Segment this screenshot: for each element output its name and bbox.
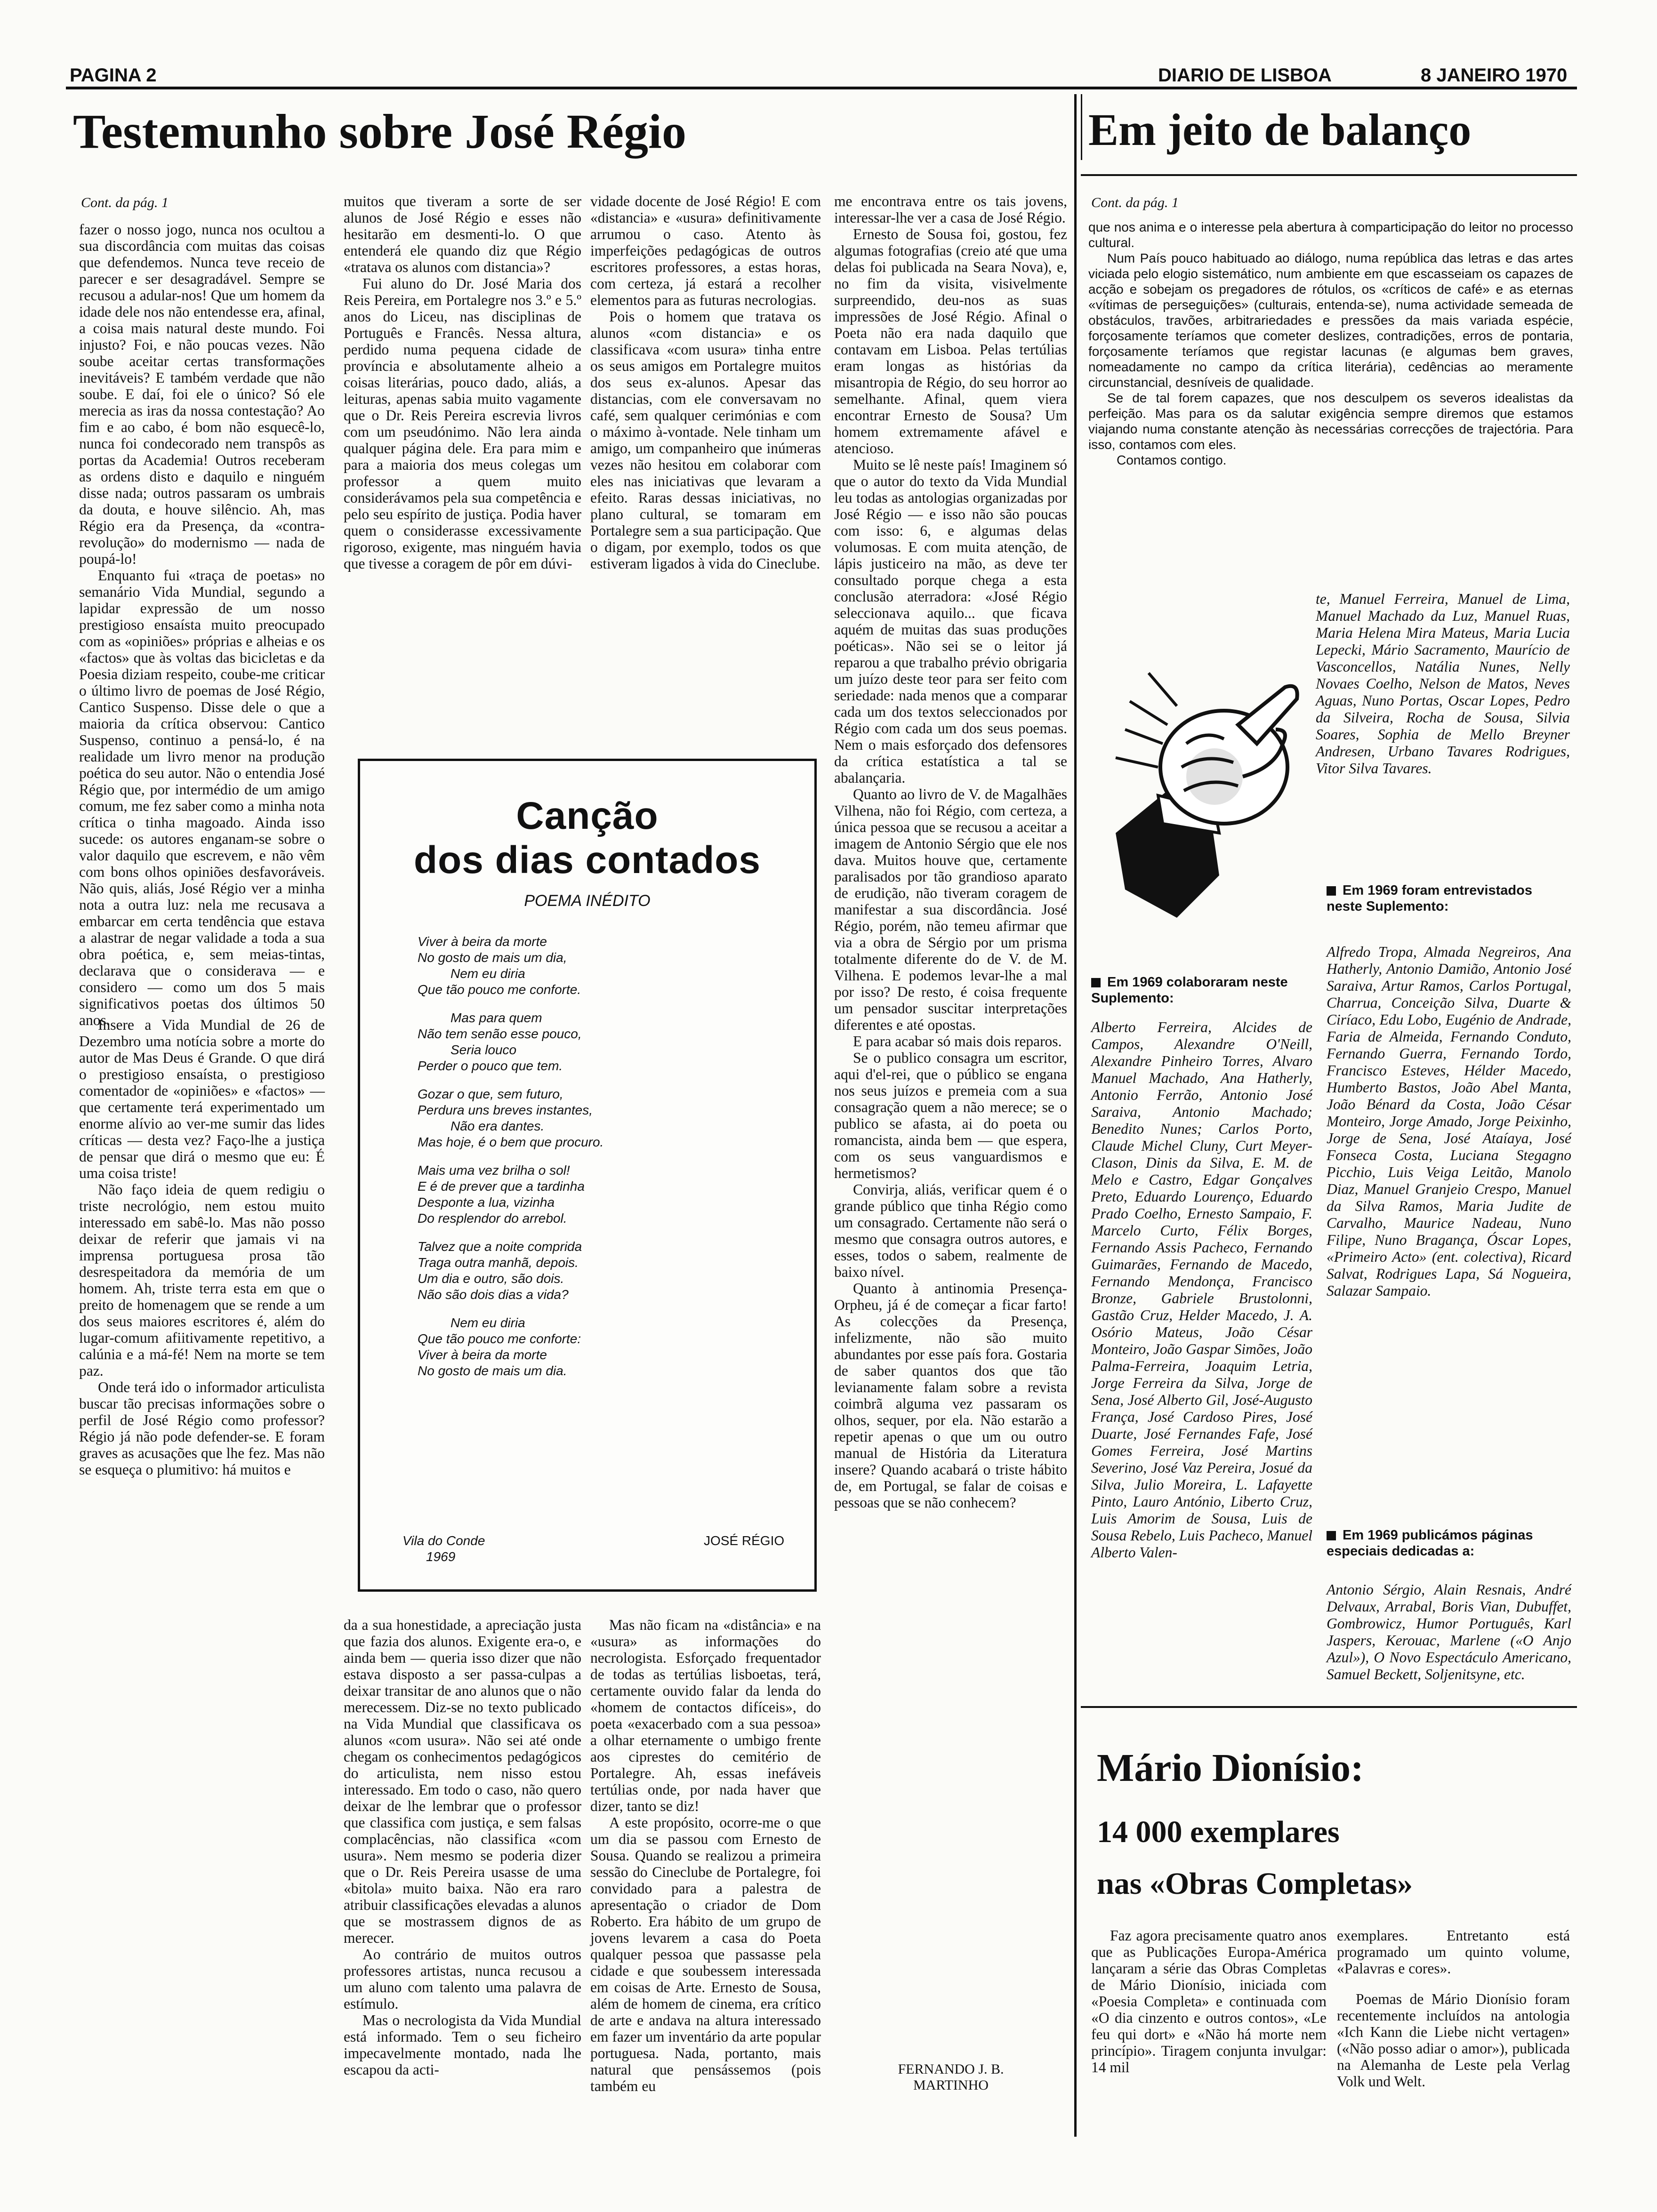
paragraph: Fui aluno do Dr. José Maria dos Reis Pereira, em Portalegre nos 3.º e 5.º anos do Liceu, nas disciplinas de Português e Francês. Nessa altura, perdido numa pequena cidade de província e absolutamente alheio a coisas literárias, pouco dado, aliás, a leituras, apenas sabia muito vagamente que o Dr. Reis Pereira escrevia livros com um pseudónimo. Não lera ainda qualquer página dele. Era para mim e para a maioria dos meus colegas um professor a quem muito considerávamos pela sua competência e pelo seu espírito de justiça. Podia haver quem o considerasse excessivamente rigoroso, exigente, mas ninguém havia que tivesse a coragem de pôr em dúvi- xyxy=(344,275,581,572)
interviewed-heading xyxy=(1327,882,1567,914)
main-article-title: Testemunho sobre José Régio xyxy=(73,104,686,159)
dionisio-subtitle: nas «Obras Completas» xyxy=(1097,1867,1413,1901)
signature-line: FERNANDO J. B. xyxy=(898,2061,1004,2077)
main-col2-top xyxy=(344,193,581,753)
poem-stanza xyxy=(418,1010,814,1074)
paragraph: Ao contrário de muitos outros professores artistas, nunca recusou a um aluno com talento uma palavra de estímulo. xyxy=(344,1946,581,2012)
paragraph: Quanto à antinomia Presença-Orpheu, já é de começar a ficar farto! As colecções da Presença, infelizmente, não são muito abundantes por esse país fora. Gostaria de saber quantos dos que tão levianamente falam sobre a revista coimbrã alguma vez passaram os olhos, sequer, por ela. Não estarão a repetir apenas o que um ou outro manual de História da Literatura insere? Quando acabará o triste hábito de, em Portugal, se falar de coisas e pessoas que se não conhecem? xyxy=(834,1280,1067,1511)
poem-line: Nem eu diria xyxy=(450,1315,525,1330)
dionisio-rule xyxy=(1081,1706,1577,1708)
paragraph: Num País pouco habituado ao diálogo, numa república das letras e das artes viciada pelo elogio sistemático, num ambiente em que escasseiam os capazes de acção e sobejam os pregadores de rótulos, os «críticos de café» e as eternas «vítimas de perseguições» (culturais, entenda-se), numa actividade semeada de obstáculos, travões, arbitrariedades e pressões da mais variada espécie, forçosamente teríamos que cometer deslizes, contradições, erros de pontaria, forçosamente teríamos que registar lacunas (e algumas bem graves, nomeadamente no campo da crítica literária), cedências ao meramente circunstancial, desníveis de qualidade. xyxy=(1088,251,1573,390)
paragraph: Convirja, aliás, verificar quem é o grande público que tinha Régio como um consagrado. Certamente não será o mesmo que consagra outros autores, e esses, todos o sabem, realmente de baixo nível. xyxy=(834,1181,1067,1280)
paragraph: Muito se lê neste país! Imaginem só que o autor do texto da Vida Mundial leu todas as antologias organizadas por José Régio — e isso não são poucas com isso: 6, e algumas delas volumosas. E com muita atenção, de lápis justiceiro na mão, as deve ter consultado porque chega a esta conclusão aterradora: «José Régio seleccionava aquilo... que ficava aquém de muitas das suas produções poéticas». Não sei se o leitor já reparou a que trabalho prévio obrigaria um juízo deste teor para ser feito com seriedade: nada menos que a comparar cada um dos textos seleccionados por Régio com cada um dos seus poemas. Nem o mais esforçado dos defensores da crítica estatística a tal se abalançaria. xyxy=(834,457,1067,786)
paragraph: Insere a Vida Mundial de 26 de Dezembro uma notícia sobre a morte do autor de Mas Deus é Grande. O que dirá o prestigioso ensaísta, o prestigioso comentador de «opiniões» e «factos» — que certamente terá experimentado um enorme alívio ao ver-me sumir das lides críticas — desta vez? Faço-lhe a justiça de pensar que dirá o mesmo que eu: É uma coisa triste! xyxy=(79,1017,325,1181)
bullet-square-icon xyxy=(1091,978,1101,987)
poem-line: No gosto de mais um dia. xyxy=(418,1363,567,1378)
poem-line: Traga outra manhã, depois. xyxy=(418,1255,579,1270)
paragraph: me encontrava entre os tais jovens, interessar-lhe ver a casa de José Régio. xyxy=(834,193,1067,226)
poem-line: Não são dois dias a vida? xyxy=(418,1287,569,1302)
poem-line: Viver à beira da morte xyxy=(418,1347,547,1362)
poem-line: Gozar o que, sem futuro, xyxy=(418,1087,563,1101)
paragraph: Contamos contigo. xyxy=(1117,453,1227,467)
dionisio-subtitle: 14 000 exemplares xyxy=(1097,1815,1340,1849)
paragraph: Se o publico consagra um escritor, aqui d'el-rei, que o público se engana nos seus juízos e premeia com a sua consagração quem a não merece; se o publico se afasta, ai do poeta ou romancista, ainda bem — que espera, com os seus vanguardismos e hermetismos? xyxy=(834,1050,1067,1181)
paragraph: Mas o necrologista da Vida Mundial está informado. Tem o seu ficheiro impecavelmente montado, nada lhe escapou da acti- xyxy=(344,2012,581,2078)
poem-author: JOSÉ RÉGIO xyxy=(704,1533,785,1548)
paragraph: Ernesto de Sousa foi, gostou, fez algumas fotografias (creio até que uma delas foi publicada na Seara Nova), e, no fim da visita, visivelmente surpreendido, deu-nos as suas impressões de José Régio. Afinal o Poeta não era nada daquilo que contavam em Lisboa. Pelas tertúlias eram longas as histórias da misantropia de Régio, do seu horror ao semelhante. Afinal, quem viera encontrar Ernesto de Sousa? Um homem extremamente afável e atencioso. xyxy=(834,226,1067,457)
poem-line: Desponte a lua, vizinha xyxy=(418,1195,555,1210)
collab-names: Alberto Ferreira, Alcides de Campos, Alexandre O'Neill, Alexandre Pinheiro Torres, Alvaro Manuel Machado, Ana Hatherly, Antonio Ferrão, Antonio José Saraiva, Antonio Machado; Benedito Nunes; Carlos Porto, Claude Michel Cluny, Curt Meyer-Clason, Dinis da Silva, E. M. de Melo e Castro, Edgar Gonçalves Preto, Eduardo Lourenço, Eduardo Prado Coelho, Ernesto Sampaio, F. Marcelo Curto, Félix Borges, Fernando Assis Pacheco, Fernando Guimarães, Fernando de Macedo, Fernando Mendonça, Francisco Bronze, Gabriele Brustolonni, Gastão Cruz, Helder Macedo, J. A. Osório Mateus, João César Monteiro, João Gaspar Simões, João Palma-Ferreira, Joaquim Letria, Jorge Ferreira da Silva, Jorge de Sena, José Alberto Gil, José-Augusto França, José Cardoso Pires, José Duarte, José Fernandes Fafe, José Gomes Ferreira, José Martins Severino, José Vaz Pereira, Josué da Silva, Julio Moreira, L. Lafayette Pinto, Lauro António, Liberto Cruz, Luis Amorim de Sousa, Luis de Sousa Rebelo, Luis Pacheco, Manuel Alberto Valen- xyxy=(1091,1019,1312,1561)
paper-name: DIARIO DE LISBOA xyxy=(1158,65,1332,86)
poem-title-line: Canção xyxy=(516,794,659,837)
poem-subtitle: POEMA INÉDITO xyxy=(524,892,651,910)
paragraph: da a sua honestidade, a apreciação justa que fazia dos alunos. Exigente era-o, e ainda bem — queria isso dizer que não estava disposto a ser passa-culpas a deixar transitar de ano alunos que o não merecessem. Diz-se no texto publicado na Vida Mundial que classificava os alunos «com usura». Não sei até onde chegam os conhecimentos pedagógicos do articulista, nem nisso estou interessado. Em todo o caso, não quero deixar de lhe lembrar que o professor que classifica com justiça, e sem falsas complacências, não classifica «com usura». Nem mesmo se poderia dizer que o Dr. Reis Pereira usasse de uma «bitola» muito baixa. Não era raro atribuir classificações elevadas a alunos que se mostrassem dignos de as merecer. xyxy=(344,1617,581,1946)
interviewed-names: Alfredo Tropa, Almada Negreiros, Ana Hatherly, Antonio Damião, Antonio José Saraiva, Artur Ramos, Carlos Portugal, Charrua, Conceição Silva, Duarte & Ciríaco, Edu Lobo, Eugénio de Andrade, Faria de Almeida, Fernando Conduto, Fernando Guerra, Fernando Tordo, Francisco Esteves, Hélder Macedo, Humberto Bastos, João Abel Manta, João Bénard da Costa, João César Monteiro, Jorge Amado, Jorge Peixinho, Jorge de Sena, José Ataíaya, José Fonseca Costa, Luciana Stegagno Picchio, Luis Veiga Leitão, Manolo Diaz, Manuel Granjeio Crespo, Manuel da Silva Ramos, Maria Judite de Carvalho, Maurice Nadeau, Nuno Filipe, Nuno Bragança, Óscar Lopes, «Primeiro Acto» (ent. colectiva), Ricard Salvat, Rodrigues Lapa, Sá Nogueira, Salazar Sampaio. xyxy=(1327,944,1571,1299)
paragraph: Não faço ideia de quem redigiu o triste necrológio, nem estou muito interessado em sabê-lo. Mas não posso deixar de referir que jamais vi na imprensa portuguesa prosa tão desrespeitadora da memória de um homem. Ah, triste terra esta em que o preito de homenagem que se rende a um dos seus maiores escritores é, além do lugar-comum afiitivamente repetitivo, a calúnia e a má-fé! Nem na morte se tem paz. xyxy=(79,1181,325,1379)
paragraph: Pois o homem que tratava os alunos «com distancia» e os classificava «com usura» tinha entre os seus amigos em Portalegre muitos dos seus ex-alunos. Apesar das distancias, com ele conversavam no café, sem qualquer cerimónias e com o máximo à-vontade. Nele tinham um amigo, um companheiro que inúmeras vezes não hesitou em colaborar com eles nas iniciativas que levaram a efeito. Raras dessas iniciativas, no plano cultural, se tomaram em Portalegre sem a sua participação. Que o digam, por exemplo, todos os que estiveram ligados à vida do Cineclube. xyxy=(590,308,821,572)
poem-stanza xyxy=(418,1315,814,1379)
pointing-hand-illustration xyxy=(1097,588,1313,927)
paragraph: muitos que tiveram a sorte de ser alunos de José Régio e esses não hesitarão em desmenti-lo. O que entenderá ele quando diz que Régio «tratava os alunos com distancia»? xyxy=(344,193,581,275)
collab-heading xyxy=(1091,974,1308,1006)
dionisio-title: Mário Dionísio: xyxy=(1097,1746,1364,1790)
poem-line: Nem eu diria xyxy=(450,966,525,981)
main-col3-top xyxy=(590,193,821,753)
poem-line: Mas para quem xyxy=(450,1010,542,1025)
poem-line: Não era dantes. xyxy=(450,1119,545,1133)
main-col1-bottom xyxy=(79,1017,325,2085)
paragraph: Quanto ao livro de V. de Magalhães Vilhena, não foi Régio, com certeza, a única pessoa que se recusou a aceitar a imagem de Antonio Sérgio que ele nos dava. Muitos houve que, certamente paralisados por tão grandioso aparato de erudição, não tiveram coragem de manifestar a sua discordância. José Régio, porém, não temeu afirmar que via a obra de Sérgio por um prisma totalmente diferente do de V. de M. Vilhena. E podemos levar-lhe a mal por isso? De resto, é coisa frequente um pensador suscitar interpretações diferentes e até opostas. xyxy=(834,786,1067,1033)
paragraph: A este propósito, ocorre-me o que um dia se passou com Ernesto de Sousa. Quando se realizou a primeira sessão do Cineclube de Portalegre, foi convidado para a palestra de apresentação o criador de Dom Roberto. Era hábito de um grupo de jovens levarem a casa do Poeta qualquer pessoa que passasse pela cidade e que soubessem interessada em coisas de Arte. Ernesto de Sousa, além de homem de cinema, era crítico de arte e andava na altura interessado em fazer um inventário da arte popular portuguesa. Nada, portanto, mais natural que pensássemos (pois também eu xyxy=(590,1814,821,2094)
poem-line: Mais uma vez brilha o sol! xyxy=(418,1163,570,1178)
main-col3-bottom xyxy=(590,1617,821,2094)
section-divider xyxy=(1074,94,1077,2137)
dionisio-col2 xyxy=(1337,1927,1570,2092)
balanco-continuation: Cont. da pág. 1 xyxy=(1091,195,1179,210)
signature-line: MARTINHO xyxy=(913,2077,989,2093)
balanco-title: Em jeito de balanço xyxy=(1088,104,1472,155)
poem-stanza xyxy=(418,934,814,998)
paragraph: Onde terá ido o informador articulista buscar tão precisas informações sobre o perfil de José Régio como professor? Régio já não pode defender-se. E foram graves as acusações que lhe fez. Mas não se esqueça o plumitivo: há muitos e xyxy=(79,1379,325,1478)
poem-line: Um dia e outro, são dois. xyxy=(418,1271,564,1286)
poem-line: Seria louco xyxy=(450,1042,517,1057)
poem-title-line: dos dias contados xyxy=(414,839,761,882)
paragraph: fazer o nosso jogo, nunca nos ocultou a sua discordância com muitas das coisas que defendemos. Nunca teve receio de parecer e ser desagradável. Sempre se recusou a adular-nos! Que um homem da idade dele nos não entendesse era, afinal, a coisa mais natural deste mundo. Foi injusto? Foi, e não poucas vezes. Não soube aceitar certas transformações inevitáveis? E também verdade que não soube. E daí, foi ele o único? Só ele merecia as iras da nossa contestação? Ao fim e ao cabo, é bom não esquecê-lo, nunca foi condecorado nem transpôs as portas da Academia! Outros receberam as ordens disto e daquilo e ninguém disse nada; outros passaram os umbrais da douta, e houve silêncio. Ah, mas Régio era da Presença, da «contra-revolução» do modernismo — nada de poupá-lo! xyxy=(79,221,325,567)
dionisio-col1 xyxy=(1091,1927,1327,2092)
paragraph: Faz agora precisamente quatro anos que as Publicações Europa-América lançaram a série das Obras Completas de Mário Dionísio, iniciada com «Poesia Completa» e continuada com «O dia cinzento e outros contos», «Le feu qui dort» e «Não há morte nem princípio». Tiragem conjunta invulgar: 14 mil xyxy=(1091,1927,1327,2076)
poem-line: No gosto de mais um dia, xyxy=(418,950,567,965)
poem-stanza xyxy=(418,1086,814,1150)
issue-date: 8 JANEIRO 1970 xyxy=(1421,65,1568,86)
pages-heading-text: Em 1969 publicámos páginas especiais dedicadas a: xyxy=(1327,1528,1533,1559)
poem-line: Que tão pouco me conforte: xyxy=(418,1331,581,1346)
main-col4 xyxy=(834,193,1067,1831)
poem-line: E é de prever que a tardinha xyxy=(418,1179,585,1194)
signature xyxy=(838,2061,1064,2093)
poem-stanza xyxy=(418,1239,814,1303)
poem-line: Viver à beira da morte xyxy=(418,934,547,949)
poem-line: Que tão pouco me conforte. xyxy=(418,982,581,997)
balanco-names-right: te, Manuel Ferreira, Manuel de Lima, Manuel Machado da Luz, Manuel Ruas, Maria Helena Mira Mateus, Maria Lucia Lepecki, Mário Sacramento, Maurício de Vasconcellos, Natália Nunes, Nelly Novaes Coelho, Nelson de Matos, Neves Aguas, Nuno Portas, Oscar Lopes, Pedro da Silveira, Rocha de Sousa, Silvia Soares, Sophia de Mello Breyner Andresen, Urbano Tavares Rodrigues, Vitor Silva Tavares. xyxy=(1316,591,1570,777)
bullet-square-icon xyxy=(1327,1531,1336,1540)
main-article-continuation: Cont. da pág. 1 xyxy=(81,195,169,210)
poem-year: 1969 xyxy=(426,1549,456,1564)
poem-stanza xyxy=(418,1162,814,1226)
paragraph: Enquanto fui «traça de poetas» no semanário Vida Mundial, segundo a lapidar expressão de um nosso prestigioso ensaísta muito preocupado com as «opiniões» próprias e alheias e os «factos» que às voltas das bicicletas e da Poesia diziam respeito, coube-me criticar o último livro de poemas de José Régio, Cantico Suspenso. Disse dele o que a maioria da crítica observou: Cantico Suspenso, continuo a pensá-lo, é na realidade um livro menor na produção poética do seu autor. Não o entendia José Régio que, por intermédio de um amigo comum, me fez saber como a minha nota crítica o tinha magoado. Ainda isso sucede: os autores enganam-se sobre o valor daquilo que escrevem, e não vêm com bons olhos opiniões desfavoráveis. Não quis, aliás, José Régio ver a minha nota a outra luz: nela me recusava a embarcar em certa tendência que estava a alastrar de negar validade a toda a sua obra poética, e, sem meias-tintas, declarava que o considerava — e considero — como um dos 5 mais significativos poetas dos últimos 50 anos. xyxy=(79,567,325,1028)
paragraph: E para acabar só mais dois reparos. xyxy=(853,1033,1062,1050)
interviewed-heading-text: Em 1969 foram entrevistados neste Suplemento: xyxy=(1327,883,1532,914)
main-col2-bottom xyxy=(344,1617,581,2087)
pages-heading xyxy=(1327,1527,1567,1559)
poem-line: Do resplendor do arrebol. xyxy=(418,1211,567,1226)
poem-line: Não tem senão esse pouco, xyxy=(418,1026,582,1041)
balanco-title-rule xyxy=(1081,174,1577,176)
poem-line: Talvez que a noite comprida xyxy=(418,1239,582,1254)
paragraph: exemplares. Entretanto está programado um quinto volume, «Palavras e cores». xyxy=(1337,1927,1570,1977)
poem-line: Mas hoje, é o bem que procuro. xyxy=(418,1135,604,1149)
paragraph: Mas não ficam na «distância» e na «usura» as informações do necrologista. Esforçado frequentador de todas as tertúlias lisboetas, terá, certamente ouvido falar da lenda do «homem de contactos difíceis», do poeta «exacerbado com a sua pessoa» a olhar eternamente o umbigo frente aos ciprestes do cemitério de Portalegre. Ah, essas inefáveis tertúlias onde, por nada haver que dizer, tanto se diz! xyxy=(590,1617,821,1814)
pages-names: Antonio Sérgio, Alain Resnais, André Delvaux, Arrabal, Boris Vian, Dubuffet, Gombrowicz, Humor Português, Karl Jaspers, Kerouac, Marlene («O Anjo Azul»), O Novo Espectáculo Americano, Samuel Beckett, Soljenitsyne, etc. xyxy=(1327,1581,1571,1683)
bullet-square-icon xyxy=(1327,886,1336,896)
poem-box xyxy=(358,759,817,1592)
page-label: PAGINA 2 xyxy=(70,65,157,86)
poem-line: Perdura uns breves instantes, xyxy=(418,1103,593,1117)
main-col1-top xyxy=(79,221,325,1028)
paragraph: Se de tal forem capazes, que nos desculpem os severos idealistas da perfeição. Mas para os da salutar exigência sempre diremos que estamos viajando numa constante atenção às necessárias correcções de trajectória. Para isso, contamos com eles. xyxy=(1088,391,1573,452)
collab-heading-text: Em 1969 colaboraram neste Suplemento: xyxy=(1091,975,1288,1006)
paragraph: Poemas de Mário Dionísio foram recentemente incluídos na antologia «Ich Kann die Liebe nicht vertagen» («Não posso adiar o amor»), publicada na Alemanha de Leste pela Verlag Volk und Welt. xyxy=(1337,1991,1570,2090)
poem-place: Vila do Conde xyxy=(402,1533,485,1548)
poem-line: Perder o pouco que tem. xyxy=(418,1058,563,1073)
paragraph: vidade docente de José Régio! E com «distancia» e «usura» definitivamente arrumou o caso. Atento às imperfeições pedagógicas de outros escritores professores, a estas horas, com certeza, já estará a recolher elementos para as futuras necrologias. xyxy=(590,193,821,308)
right-vertical-rule xyxy=(1081,94,1082,160)
header-rule xyxy=(66,87,1577,89)
balanco-text xyxy=(1088,219,1573,558)
shade-dots xyxy=(1186,748,1243,805)
paragraph: que nos anima e o interesse pela abertura à comparticipação do leitor no processo cultural. xyxy=(1088,220,1573,250)
poem-body xyxy=(418,934,814,1379)
